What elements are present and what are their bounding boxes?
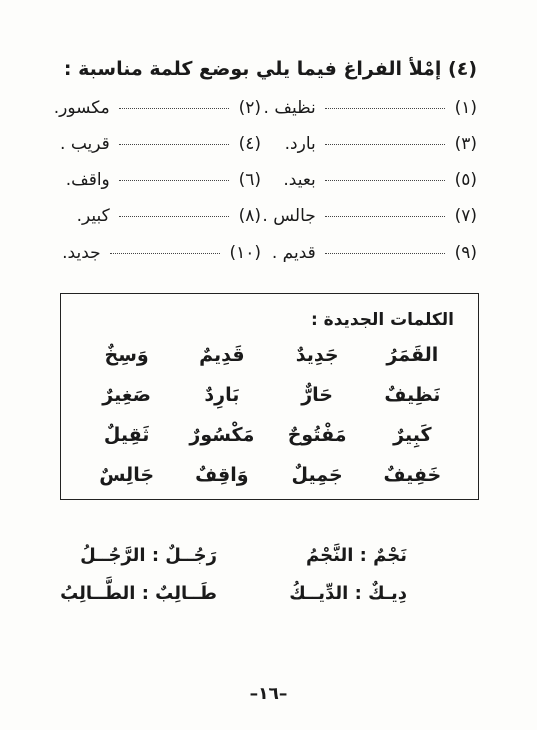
item-word: بارد. [284, 134, 316, 154]
new-word: جَمِيلٌ [291, 464, 343, 486]
blank-line [325, 143, 445, 145]
item-number: (٦) [238, 170, 261, 190]
page-number: –١٦– [249, 684, 288, 704]
item-word: جديد. [62, 243, 101, 263]
item-number: (٥) [454, 170, 477, 190]
item-word: قديم . [271, 243, 316, 263]
blank-line [325, 107, 445, 109]
item-word: كبير. [76, 206, 110, 226]
new-word: بَارِدٌ [204, 384, 240, 406]
new-words-title: الكلمات الجديدة : [310, 310, 454, 330]
new-word: وَاقِفٌ [195, 464, 249, 486]
new-word: صَغِيرٌ [102, 384, 151, 406]
new-word: جَالِسٌ [99, 464, 155, 486]
item-number: (٧) [454, 206, 477, 226]
new-word: نَظِيفٌ [384, 384, 441, 406]
new-word: كَبِيرٌ [393, 424, 432, 446]
blank-line [110, 252, 220, 254]
new-word: مَكْسُورٌ [189, 424, 255, 446]
blank-line [325, 179, 445, 181]
blank-line [119, 143, 229, 145]
new-word: القَمَرُ [386, 344, 439, 366]
blank-line [119, 107, 229, 109]
exercise-item-6 [66, 170, 261, 190]
new-word: وَسِخٌ [104, 344, 149, 366]
exercise-item-4 [60, 134, 261, 154]
item-number: (٢) [238, 98, 261, 118]
article-pair: طَــالِبٌ : الطَّــالِبُ [60, 583, 217, 604]
new-word: حَارٌّ [301, 384, 333, 406]
exercise-title: (٤) إمْلأ الفراغ فيما يلي بوضع كلمة مناسبة : [63, 58, 477, 80]
item-number: (٨) [238, 206, 261, 226]
article-pair: رَجُــلٌ : الرَّجُــلُ [80, 545, 217, 566]
exercise-item-2 [54, 98, 261, 118]
item-number: (٤) [238, 134, 261, 154]
new-word: مَفْتُوحٌ [287, 424, 347, 446]
exercise-item-8 [77, 206, 261, 226]
item-word: مكسور. [53, 98, 110, 118]
exercise-item-1 [264, 98, 477, 118]
new-word: جَدِيدٌ [295, 344, 339, 366]
blank-line [325, 252, 445, 254]
new-words-box [60, 293, 479, 500]
exercise-item-7 [262, 206, 477, 226]
new-words-grid [79, 342, 460, 488]
new-word: قَدِيمٌ [199, 344, 245, 366]
article-pair: نَجْمٌ : النَّجْمُ [306, 545, 407, 566]
exercise-item-5 [283, 170, 477, 190]
article-pair: دِيـكٌ : الدِّيــكُ [289, 583, 407, 604]
blank-line [119, 215, 229, 217]
item-word: جالس . [262, 206, 316, 226]
item-word: بعيد. [283, 170, 316, 190]
new-word: ثَقِيلٌ [103, 424, 150, 446]
exercise-item-10 [62, 243, 261, 263]
item-word: نظيف . [263, 98, 316, 118]
item-word: واقف. [65, 170, 110, 190]
exercise-item-9 [272, 243, 477, 263]
item-number: (٣) [454, 134, 477, 154]
blank-line [325, 215, 445, 217]
item-word: قريب . [60, 134, 110, 154]
blank-line [119, 179, 229, 181]
item-number: (١) [454, 98, 477, 118]
exercise-item-3 [285, 134, 477, 154]
item-number: (٩) [454, 243, 477, 263]
item-number: (١٠) [229, 243, 261, 263]
new-word: خَفِيفٌ [383, 464, 442, 486]
